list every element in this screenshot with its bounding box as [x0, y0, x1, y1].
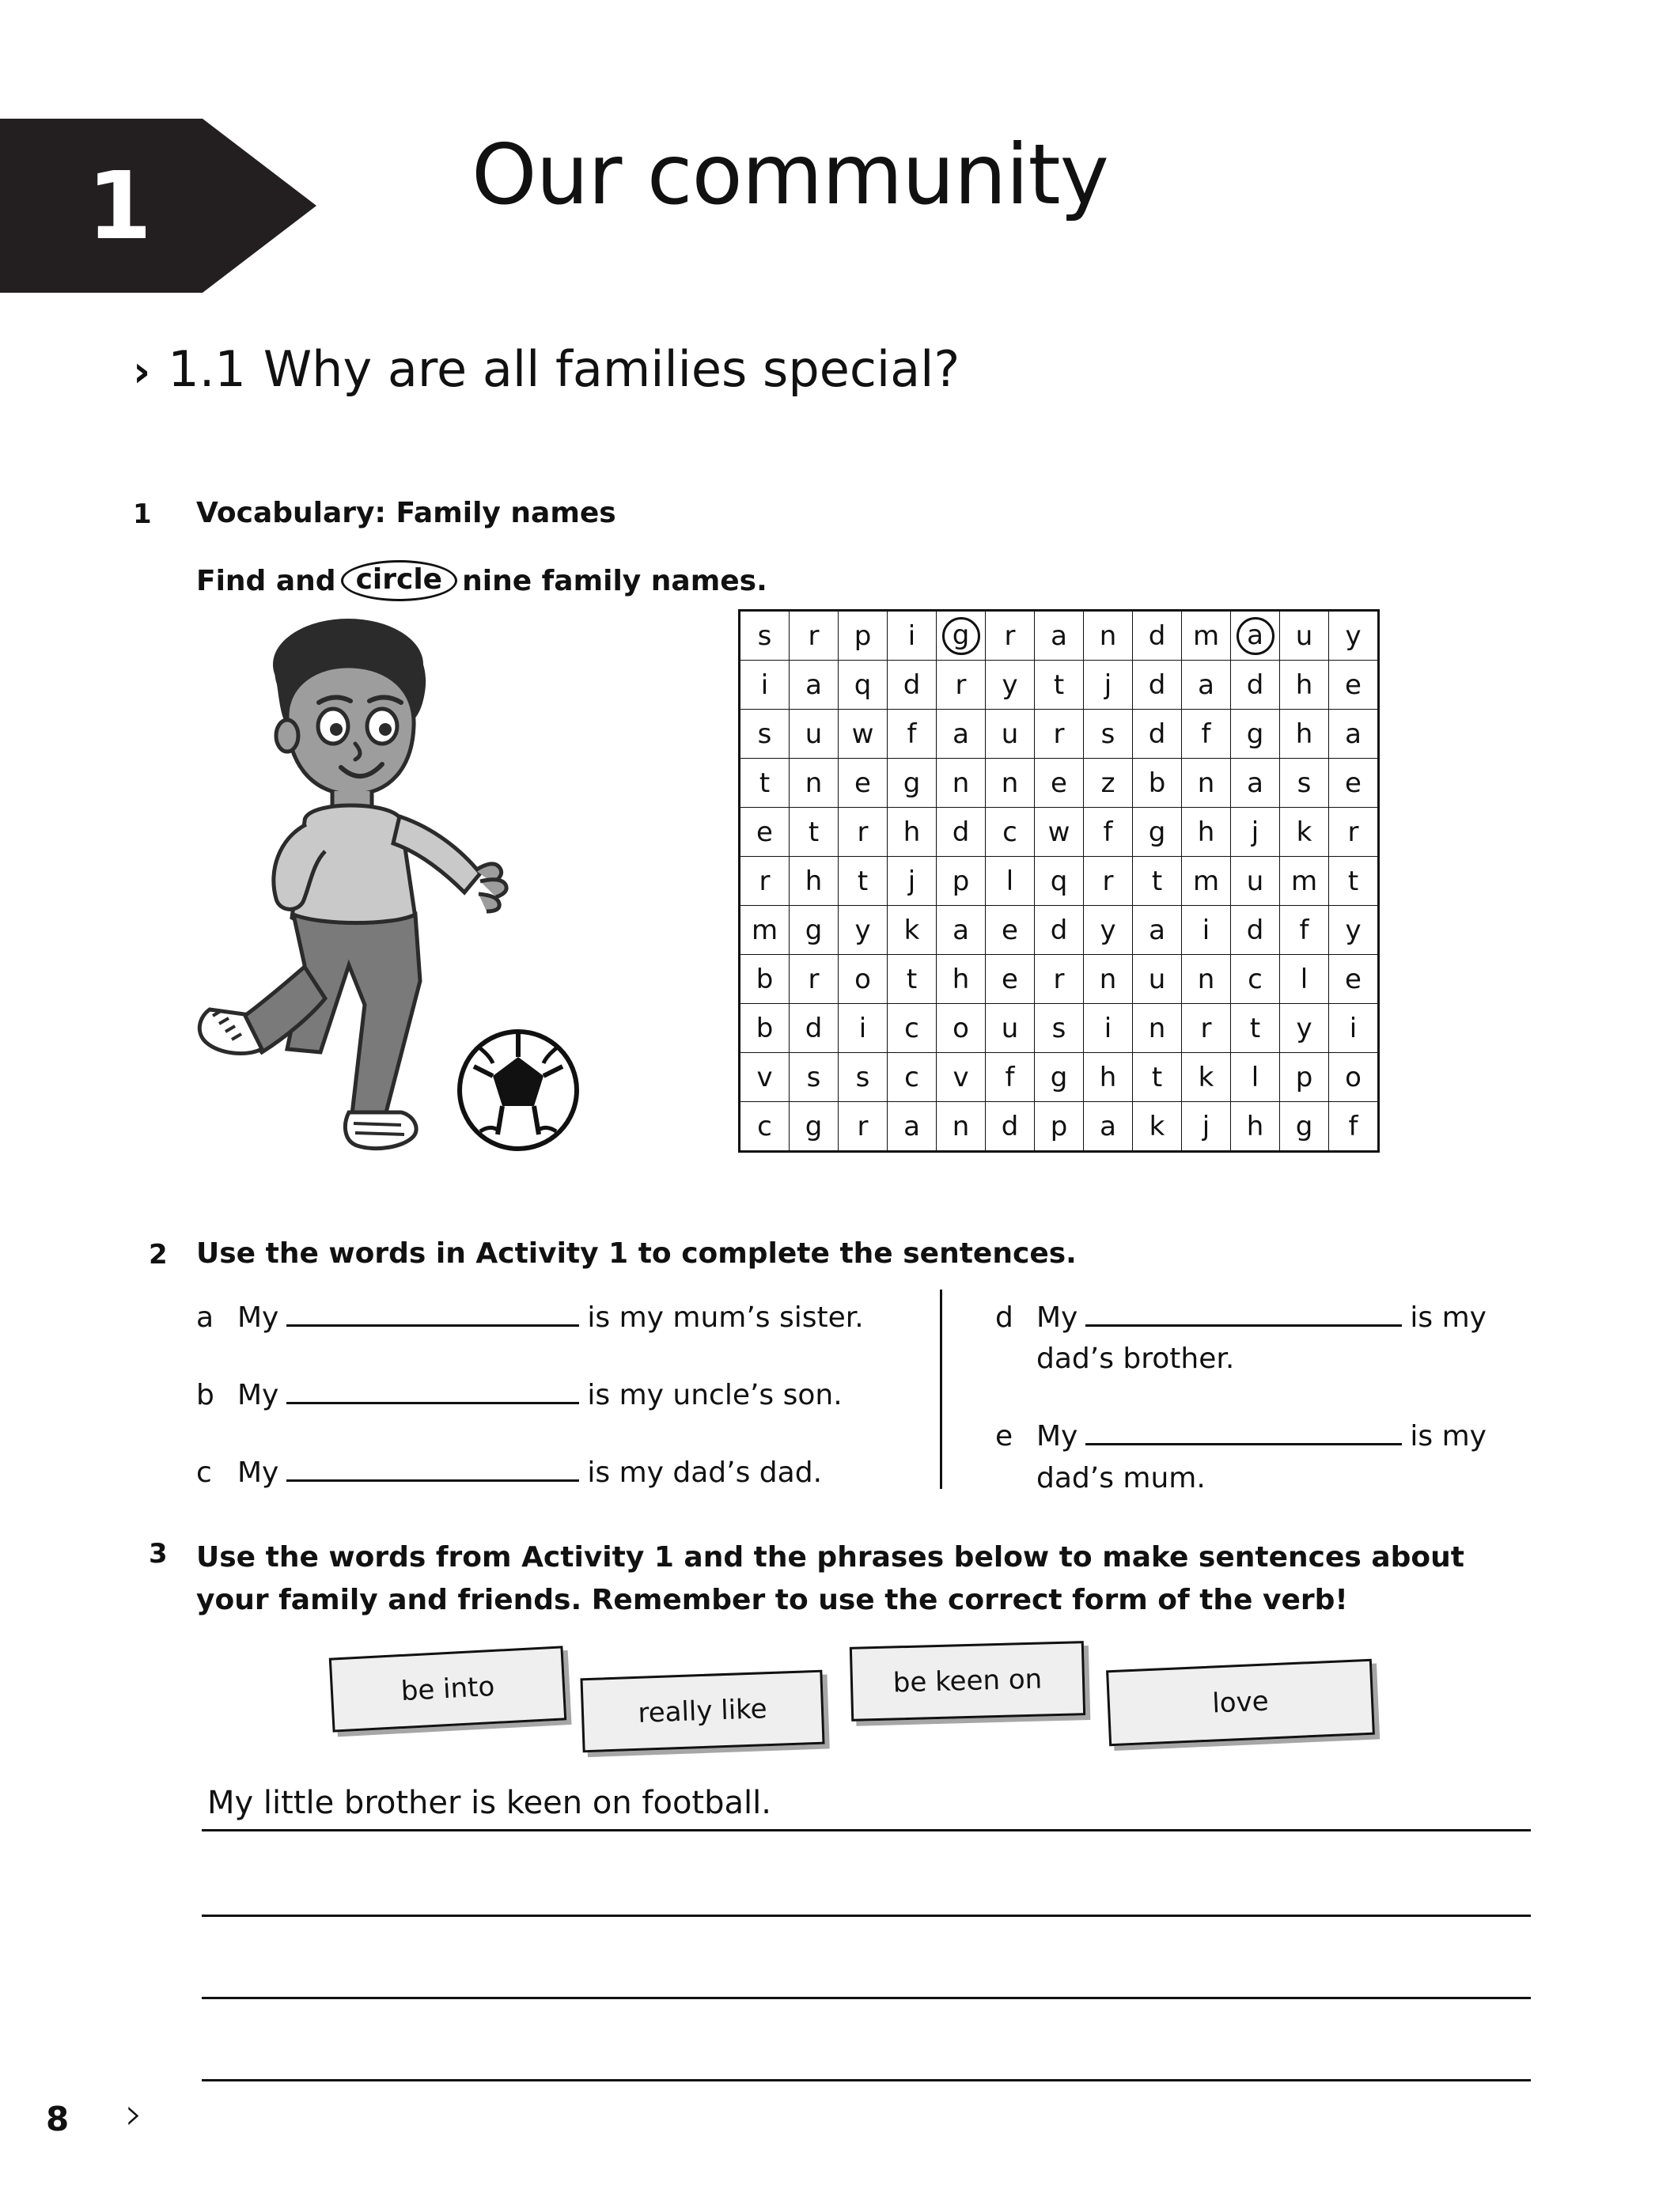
- wordsearch-cell[interactable]: s: [1084, 710, 1133, 759]
- wordsearch-cell[interactable]: a: [1035, 611, 1084, 661]
- wordsearch-cell[interactable]: p: [1280, 1053, 1329, 1102]
- wordsearch-cell[interactable]: e: [740, 808, 790, 857]
- wordsearch-cell[interactable]: e: [1329, 661, 1379, 710]
- wordsearch-cell[interactable]: g: [1035, 1053, 1084, 1102]
- wordsearch-cell[interactable]: i: [1329, 1004, 1379, 1053]
- wordsearch-cell[interactable]: u: [1231, 857, 1280, 906]
- wordsearch-row: [740, 857, 1379, 906]
- wordsearch-cell[interactable]: w: [839, 710, 888, 759]
- wordsearch-cell[interactable]: a: [790, 661, 839, 710]
- activity-1-number: 1: [133, 498, 152, 530]
- wordsearch-cell[interactable]: k: [1182, 1053, 1231, 1102]
- wordsearch-cell[interactable]: j: [1084, 661, 1133, 710]
- activity-2-column-divider: [940, 1290, 942, 1489]
- wordsearch-cell[interactable]: r: [790, 611, 839, 661]
- wordsearch-cell[interactable]: n: [937, 1102, 986, 1152]
- wordsearch-cell[interactable]: r: [937, 661, 986, 710]
- wordsearch-row: [740, 611, 1379, 661]
- wordsearch-cell[interactable]: a: [937, 906, 986, 955]
- wordsearch-cell[interactable]: f: [1182, 710, 1231, 759]
- wordsearch-cell[interactable]: d: [1231, 906, 1280, 955]
- wordsearch-cell[interactable]: e: [986, 906, 1035, 955]
- wordsearch-cell[interactable]: k: [1133, 1102, 1182, 1152]
- wordsearch-cell[interactable]: w: [1035, 808, 1084, 857]
- question-text-after: is my uncle’s son.: [587, 1379, 843, 1412]
- footer-chevron-right-icon: ›: [125, 2089, 143, 2140]
- wordsearch-row: [740, 1102, 1379, 1152]
- wordsearch-cell[interactable]: l: [986, 857, 1035, 906]
- wordsearch-cell[interactable]: r: [839, 808, 888, 857]
- question-text-wrap: dad’s brother.: [1036, 1343, 1235, 1376]
- wordsearch-cell[interactable]: j: [1231, 808, 1280, 857]
- activity-3-answer-line-2[interactable]: [202, 1915, 1531, 1917]
- wordsearch-cell[interactable]: f: [1084, 808, 1133, 857]
- wordsearch-cell[interactable]: g: [790, 906, 839, 955]
- wordsearch-cell[interactable]: a: [937, 710, 986, 759]
- wordsearch-cell[interactable]: j: [1182, 1102, 1231, 1152]
- activity-2-question: [196, 1297, 924, 1339]
- activity-2-number: 2: [149, 1239, 168, 1271]
- wordsearch-cell[interactable]: l: [1231, 1053, 1280, 1102]
- wordsearch-cell[interactable]: i: [888, 611, 937, 661]
- wordsearch-cell[interactable]: a: [888, 1102, 937, 1152]
- wordsearch-cell[interactable]: y: [1329, 611, 1379, 661]
- wordsearch-cell[interactable]: n: [790, 759, 839, 808]
- wordsearch-cell[interactable]: i: [839, 1004, 888, 1053]
- wordsearch-cell[interactable]: y: [839, 906, 888, 955]
- wordsearch-row: [740, 808, 1379, 857]
- wordsearch-cell[interactable]: q: [1035, 857, 1084, 906]
- wordsearch-cell[interactable]: u: [986, 710, 1035, 759]
- wordsearch-row: [740, 906, 1379, 955]
- activity-1-instruction-after: nine family names.: [462, 564, 767, 597]
- wordsearch-cell[interactable]: j: [888, 857, 937, 906]
- wordsearch-cell[interactable]: r: [986, 611, 1035, 661]
- wordsearch-cell[interactable]: u: [790, 710, 839, 759]
- question-text-after: is my: [1410, 1420, 1487, 1453]
- activity-2-left-column: [196, 1297, 924, 1531]
- wordsearch-cell[interactable]: a: [1084, 1102, 1133, 1152]
- wordsearch-cell[interactable]: t: [1231, 1004, 1280, 1053]
- wordsearch-cell[interactable]: d: [1231, 661, 1280, 710]
- wordsearch-cell[interactable]: t: [740, 759, 790, 808]
- wordsearch-row: [740, 1053, 1379, 1102]
- wordsearch-cell[interactable]: r: [1035, 710, 1084, 759]
- wordsearch-cell[interactable]: e: [1035, 759, 1084, 808]
- circled-letter: a: [1237, 617, 1274, 655]
- wordsearch-cell[interactable]: n: [1084, 611, 1133, 661]
- wordsearch-cell[interactable]: t: [1035, 661, 1084, 710]
- question-text-wrap: dad’s mum.: [1036, 1461, 1206, 1494]
- wordsearch-cell[interactable]: l: [1280, 955, 1329, 1004]
- wordsearch-cell[interactable]: f: [1329, 1102, 1379, 1152]
- wordsearch-cell[interactable]: t: [839, 857, 888, 906]
- wordsearch-cell[interactable]: r: [1182, 1004, 1231, 1053]
- question-letter: a: [196, 1301, 214, 1334]
- wordsearch-cell[interactable]: a: [1133, 906, 1182, 955]
- question-letter: d: [995, 1301, 1013, 1334]
- wordsearch-cell[interactable]: n: [1133, 1004, 1182, 1053]
- wordsearch-cell[interactable]: g: [1231, 710, 1280, 759]
- wordsearch-cell[interactable]: g: [1133, 808, 1182, 857]
- activity-2-question: [196, 1375, 924, 1416]
- unit-number: 1: [86, 151, 151, 260]
- wordsearch-cell[interactable]: s: [740, 611, 790, 661]
- wordsearch-cell[interactable]: m: [1182, 857, 1231, 906]
- wordsearch-cell[interactable]: h: [1231, 1102, 1280, 1152]
- wordsearch-cell[interactable]: q: [839, 661, 888, 710]
- lesson-title: Why are all families special?: [263, 340, 960, 398]
- question-text-before: My: [237, 1301, 279, 1334]
- wordsearch-row: [740, 661, 1379, 710]
- activity-1-instruction-before: Find and: [196, 564, 336, 597]
- wordsearch-cell[interactable]: e: [1329, 955, 1379, 1004]
- wordsearch-cell[interactable]: f: [986, 1053, 1035, 1102]
- wordsearch-cell[interactable]: e: [839, 759, 888, 808]
- wordsearch-cell[interactable]: u: [1133, 955, 1182, 1004]
- wordsearch-cell[interactable]: m: [740, 906, 790, 955]
- activity-2-question: [995, 1416, 1549, 1498]
- wordsearch-cell[interactable]: r: [1084, 857, 1133, 906]
- wordsearch-cell[interactable]: r: [740, 857, 790, 906]
- wordsearch-cell[interactable]: [1231, 611, 1280, 661]
- wordsearch-cell[interactable]: h: [937, 955, 986, 1004]
- wordsearch-cell[interactable]: p: [937, 857, 986, 906]
- wordsearch-cell[interactable]: [937, 611, 986, 661]
- activity-2-question: [196, 1453, 924, 1494]
- wordsearch-row: [740, 955, 1379, 1004]
- wordsearch-cell[interactable]: u: [986, 1004, 1035, 1053]
- phrase-chip-1[interactable]: really like: [580, 1670, 824, 1753]
- activity-2-question: [995, 1297, 1549, 1380]
- wordsearch-cell[interactable]: n: [1182, 955, 1231, 1004]
- answer-blank[interactable]: [286, 1301, 579, 1327]
- wordsearch-cell[interactable]: n: [986, 759, 1035, 808]
- wordsearch-cell[interactable]: y: [1084, 906, 1133, 955]
- wordsearch-cell[interactable]: o: [1329, 1053, 1379, 1102]
- answer-blank[interactable]: [286, 1456, 579, 1482]
- question-text-before: My: [1036, 1420, 1078, 1453]
- phrase-chip-3[interactable]: love: [1106, 1659, 1375, 1747]
- wordsearch-cell[interactable]: p: [839, 611, 888, 661]
- question-text-before: My: [237, 1379, 279, 1412]
- wordsearch-cell[interactable]: h: [1280, 661, 1329, 710]
- activity-3-answer-line-4[interactable]: [202, 2079, 1531, 2081]
- activity-3-answer-line-1[interactable]: [202, 1829, 1531, 1831]
- lesson-heading: [133, 340, 960, 398]
- wordsearch-cell[interactable]: d: [986, 1102, 1035, 1152]
- wordsearch-cell[interactable]: o: [937, 1004, 986, 1053]
- wordsearch-cell[interactable]: c: [1231, 955, 1280, 1004]
- activity-3-answer-line-3[interactable]: [202, 1997, 1531, 1999]
- wordsearch-cell[interactable]: a: [1182, 661, 1231, 710]
- wordsearch-cell[interactable]: n: [1182, 759, 1231, 808]
- wordsearch-cell[interactable]: a: [1329, 710, 1379, 759]
- wordsearch-cell[interactable]: s: [839, 1053, 888, 1102]
- wordsearch-cell[interactable]: d: [1133, 611, 1182, 661]
- wordsearch-cell[interactable]: t: [1133, 857, 1182, 906]
- wordsearch-cell[interactable]: e: [1329, 759, 1379, 808]
- wordsearch-cell[interactable]: v: [937, 1053, 986, 1102]
- wordsearch-cell[interactable]: h: [790, 857, 839, 906]
- wordsearch-cell[interactable]: t: [790, 808, 839, 857]
- wordsearch-cell[interactable]: f: [888, 710, 937, 759]
- question-letter: c: [196, 1456, 212, 1490]
- wordsearch-cell[interactable]: f: [1280, 906, 1329, 955]
- wordsearch-cell[interactable]: a: [1231, 759, 1280, 808]
- wordsearch-cell[interactable]: g: [790, 1102, 839, 1152]
- wordsearch-cell[interactable]: c: [986, 808, 1035, 857]
- question-text-after: is my mum’s sister.: [587, 1301, 864, 1334]
- wordsearch-cell[interactable]: d: [1133, 661, 1182, 710]
- wordsearch-cell[interactable]: k: [1280, 808, 1329, 857]
- question-text-after: is my: [1410, 1301, 1487, 1334]
- wordsearch-row: [740, 759, 1379, 808]
- activity-1-instruction: [196, 560, 767, 601]
- question-text-before: My: [1036, 1301, 1078, 1334]
- wordsearch-row: [740, 710, 1379, 759]
- wordsearch-cell[interactable]: g: [1280, 1102, 1329, 1152]
- wordsearch-grid[interactable]: [738, 609, 1380, 1153]
- wordsearch-cell[interactable]: s: [790, 1053, 839, 1102]
- wordsearch-cell[interactable]: h: [1182, 808, 1231, 857]
- answer-blank[interactable]: [1085, 1301, 1402, 1327]
- wordsearch-cell[interactable]: r: [790, 955, 839, 1004]
- wordsearch-cell[interactable]: t: [1329, 857, 1379, 906]
- wordsearch-cell[interactable]: k: [888, 906, 937, 955]
- lesson-number: 1.1: [168, 340, 246, 398]
- wordsearch-cell[interactable]: t: [888, 955, 937, 1004]
- wordsearch-cell[interactable]: h: [1084, 1053, 1133, 1102]
- wordsearch-cell[interactable]: s: [740, 710, 790, 759]
- activity-2-right-column: [995, 1297, 1549, 1536]
- question-text-after: is my dad’s dad.: [587, 1456, 823, 1490]
- wordsearch-row: [740, 1004, 1379, 1053]
- wordsearch-cell[interactable]: c: [888, 1004, 937, 1053]
- wordsearch-cell[interactable]: v: [740, 1053, 790, 1102]
- wordsearch-cell[interactable]: c: [888, 1053, 937, 1102]
- wordsearch-cell[interactable]: g: [888, 759, 937, 808]
- activity-3-sample-answer: My little brother is keen on football.: [207, 1785, 771, 1821]
- wordsearch-cell[interactable]: h: [1280, 710, 1329, 759]
- wordsearch-cell[interactable]: i: [740, 661, 790, 710]
- wordsearch-cell[interactable]: n: [1084, 955, 1133, 1004]
- wordsearch-cell[interactable]: s: [1280, 759, 1329, 808]
- wordsearch-cell[interactable]: d: [937, 808, 986, 857]
- circled-letter: g: [942, 617, 980, 655]
- answer-blank[interactable]: [1085, 1419, 1402, 1445]
- wordsearch-cell[interactable]: h: [888, 808, 937, 857]
- wordsearch-cell[interactable]: u: [1280, 611, 1329, 661]
- activity-2-title: Use the words in Activity 1 to complete the sentences.: [196, 1237, 1077, 1270]
- wordsearch-cell[interactable]: e: [986, 955, 1035, 1004]
- activity-3-number: 3: [149, 1538, 168, 1570]
- question-letter: e: [995, 1420, 1013, 1453]
- unit-banner: [0, 119, 316, 293]
- wordsearch-cell[interactable]: y: [1280, 1004, 1329, 1053]
- wordsearch-cell[interactable]: d: [790, 1004, 839, 1053]
- wordsearch-cell[interactable]: y: [986, 661, 1035, 710]
- wordsearch-cell[interactable]: t: [1133, 1053, 1182, 1102]
- wordsearch-cell[interactable]: c: [740, 1102, 790, 1152]
- wordsearch-cell[interactable]: b: [1133, 759, 1182, 808]
- activity-1-circle-word: circle: [341, 560, 458, 601]
- wordsearch-cell[interactable]: y: [1329, 906, 1379, 955]
- wordsearch-cell[interactable]: d: [1133, 710, 1182, 759]
- activity-1-title: Vocabulary: Family names: [196, 497, 616, 529]
- wordsearch-cell[interactable]: o: [839, 955, 888, 1004]
- activity-3-title: Use the words from Activity 1 and the phrases below to make sentences about your family and friends. Remember to use the correct form of the verb!: [196, 1541, 1465, 1616]
- wordsearch-cell[interactable]: p: [1035, 1102, 1084, 1152]
- wordsearch-cell[interactable]: m: [1182, 611, 1231, 661]
- phrase-chip-2[interactable]: be keen on: [850, 1641, 1085, 1721]
- wordsearch-cell[interactable]: s: [1035, 1004, 1084, 1053]
- wordsearch-cell[interactable]: r: [1329, 808, 1379, 857]
- wordsearch-cell[interactable]: r: [1035, 955, 1084, 1004]
- boy-kicking-football-illustration: [186, 609, 629, 1163]
- chevron-right-icon: ›: [133, 347, 151, 396]
- wordsearch-cell[interactable]: b: [740, 955, 790, 1004]
- wordsearch-cell[interactable]: i: [1182, 906, 1231, 955]
- wordsearch-cell[interactable]: n: [937, 759, 986, 808]
- wordsearch-cell[interactable]: b: [740, 1004, 790, 1053]
- question-text-before: My: [237, 1456, 279, 1490]
- wordsearch-cell[interactable]: r: [839, 1102, 888, 1152]
- question-letter: b: [196, 1379, 214, 1412]
- phrase-chip-0[interactable]: be into: [329, 1646, 567, 1732]
- page-number: 8: [46, 2100, 70, 2138]
- unit-title: Our community: [472, 127, 1108, 223]
- wordsearch-cell[interactable]: m: [1280, 857, 1329, 906]
- wordsearch-cell[interactable]: z: [1084, 759, 1133, 808]
- wordsearch-cell[interactable]: i: [1084, 1004, 1133, 1053]
- answer-blank[interactable]: [286, 1378, 579, 1404]
- wordsearch-cell[interactable]: d: [1035, 906, 1084, 955]
- wordsearch-cell[interactable]: d: [888, 661, 937, 710]
